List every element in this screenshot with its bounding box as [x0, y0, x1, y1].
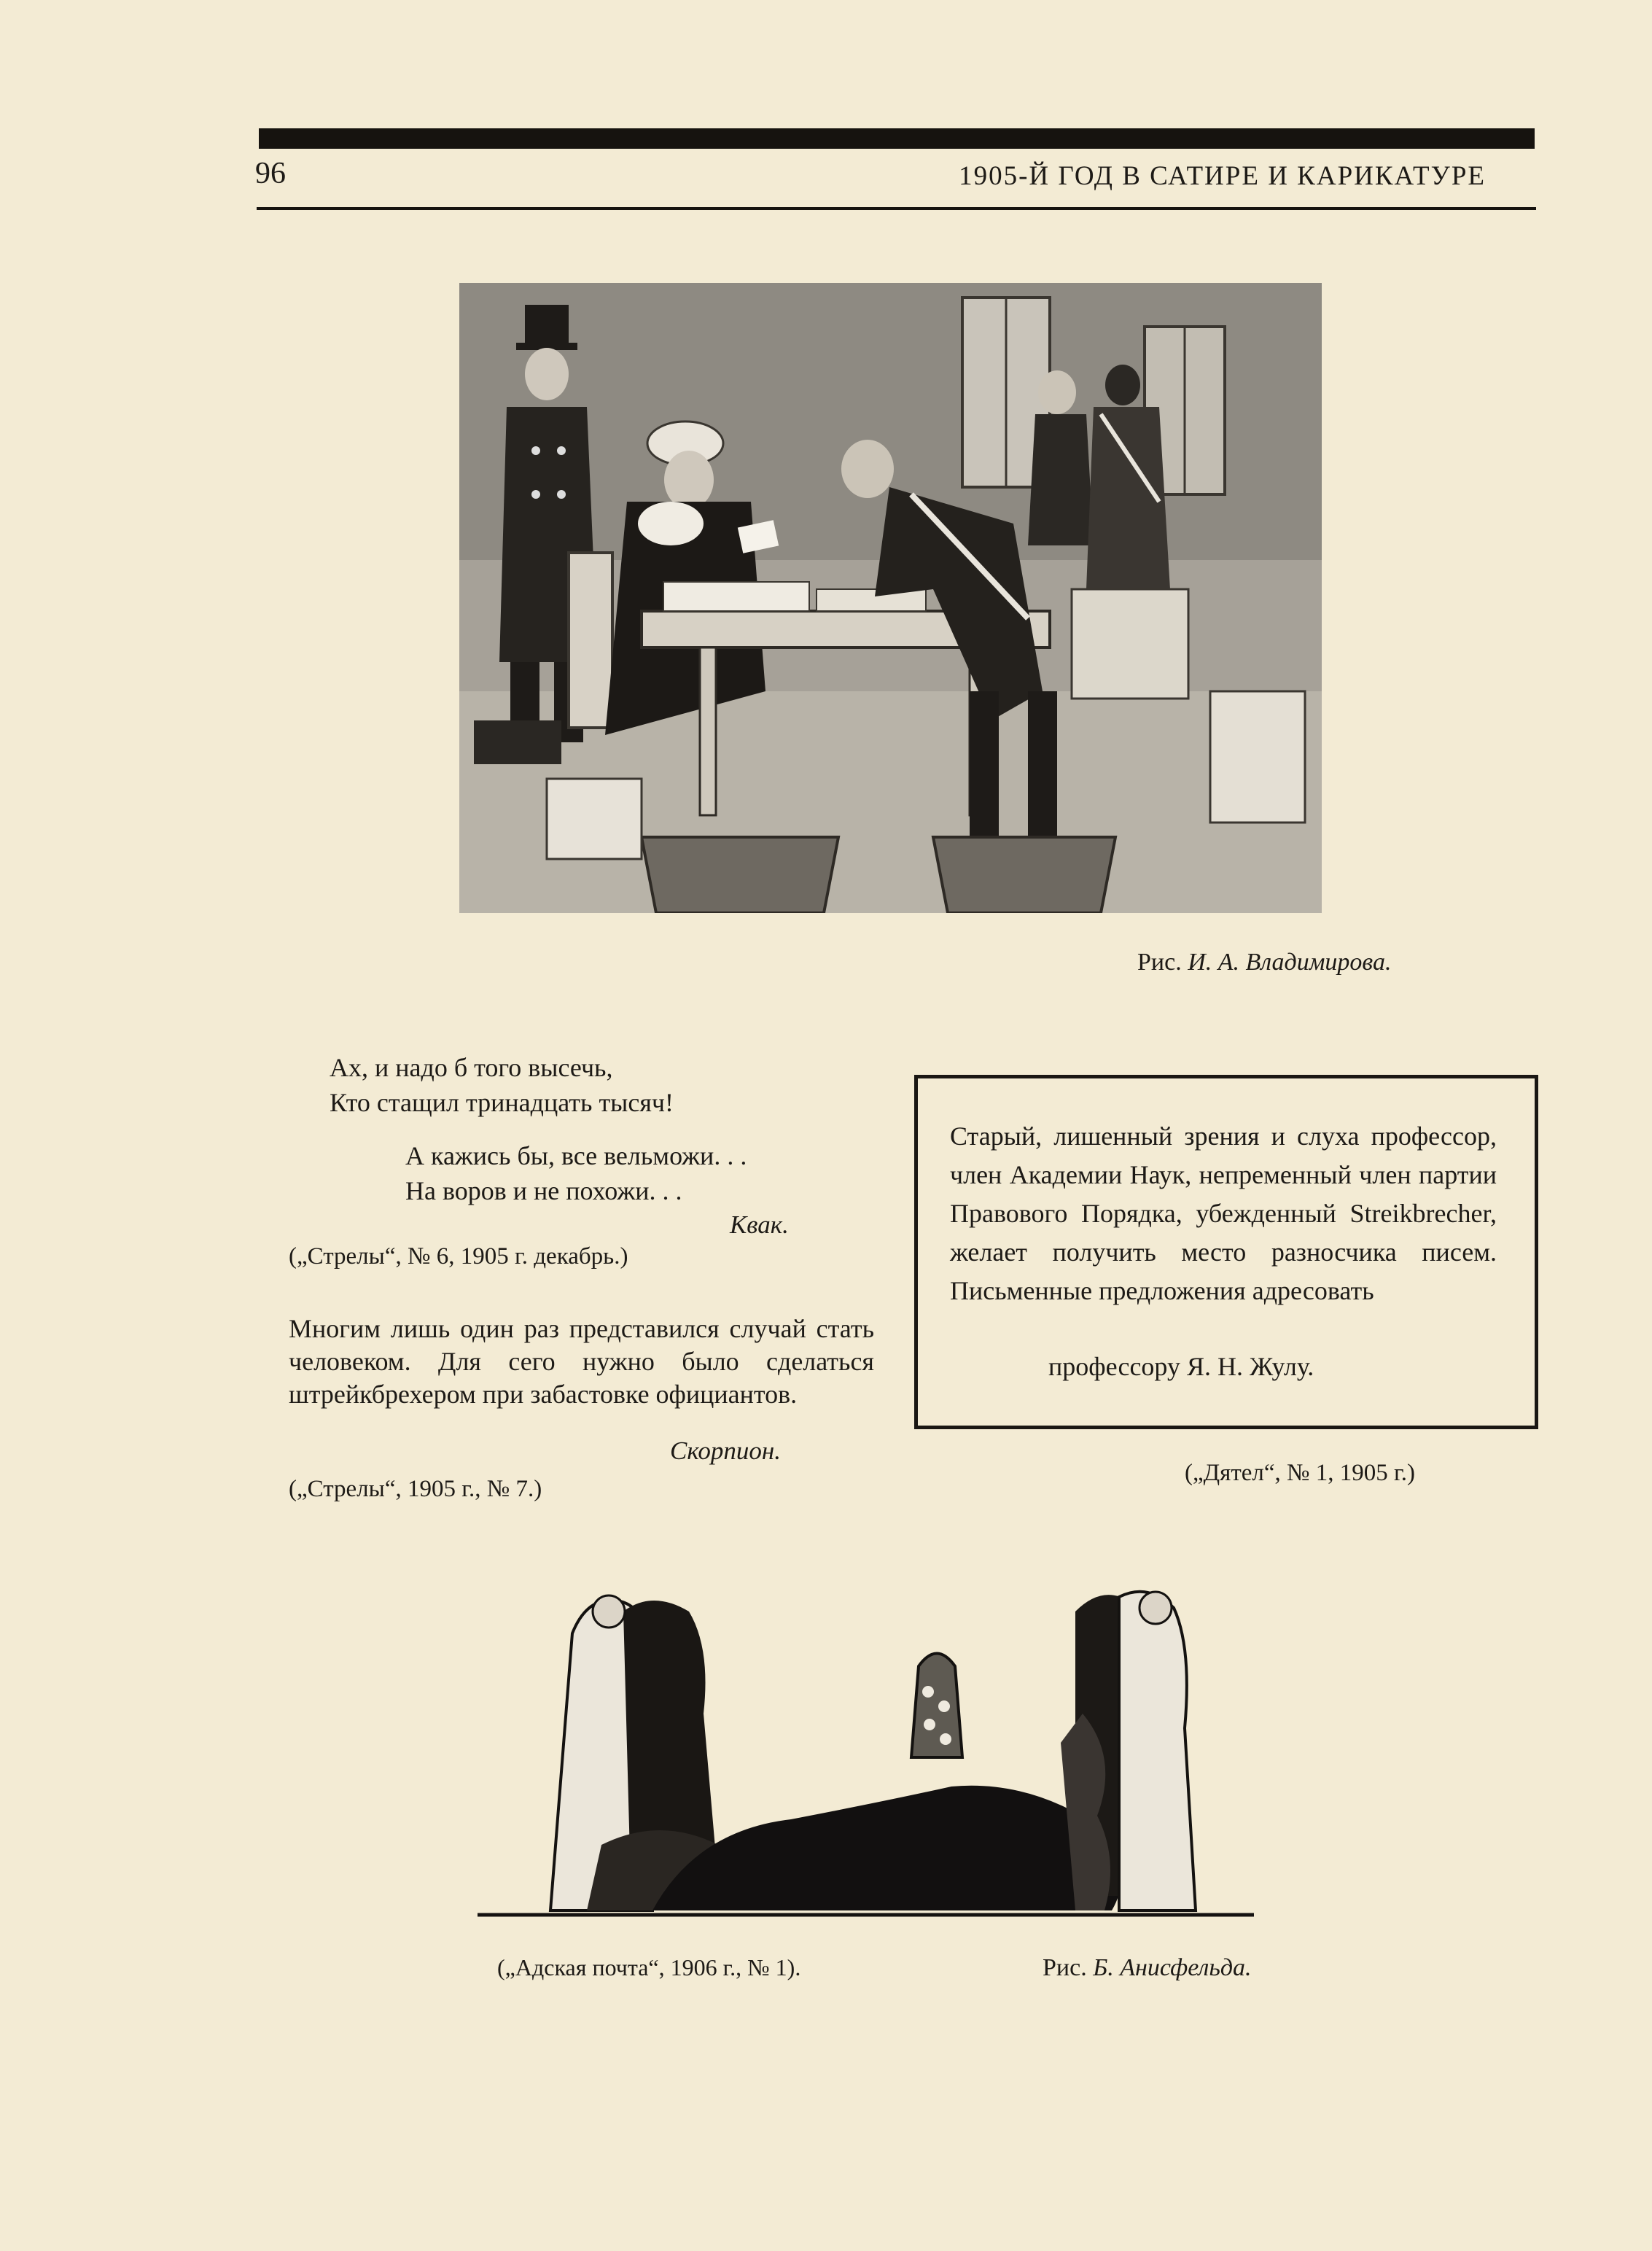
- poem-signature: Квак.: [730, 1210, 789, 1239]
- paragraph-source: („Стрелы“, 1905 г., № 7.): [289, 1476, 542, 1502]
- poem: [330, 1050, 747, 1208]
- advert-addressee: профессору Я. Н. Жулу.: [1048, 1352, 1314, 1381]
- header-bar: [259, 128, 1535, 149]
- mourners-illustration: [478, 1568, 1254, 1918]
- post-office-illustration: [459, 283, 1322, 913]
- page-number: 96: [255, 157, 286, 190]
- poem-source: („Стрелы“, № 6, 1905 г. декабрь.): [289, 1243, 628, 1270]
- illustrator-name: И. А. Владимирова.: [1188, 949, 1392, 976]
- bottom-figure-source: („Адская почта“, 1906 г., № 1).: [497, 1954, 801, 1980]
- paragraph-signature: Скорпион.: [670, 1436, 781, 1465]
- poem-line: Ах, и надо б того высечь,: [330, 1053, 613, 1082]
- satire-paragraph: Многим лишь один раз представился случай стать человеком. Для сего нужно было сделаться штрейкбрехером при забастовке официантов.: [289, 1314, 874, 1409]
- header-rule: [257, 207, 1536, 210]
- poem-line: А кажись бы, все вельможи. . .: [405, 1141, 747, 1170]
- illustrator-name: Б. Анисфельда.: [1093, 1954, 1252, 1981]
- poem-line: На воров и не похожи. . .: [405, 1176, 682, 1205]
- poem-line: Кто стащил тринадцать тысяч!: [330, 1088, 674, 1117]
- advert-source: („Дятел“, № 1, 1905 г.): [1185, 1460, 1416, 1486]
- bottom-figure-caption: [1043, 1954, 1252, 1982]
- caption-prefix: Рис.: [1137, 949, 1182, 976]
- running-title: 1905-Й ГОД В САТИРЕ И КАРИКАТУРЕ: [959, 161, 1486, 191]
- top-figure-caption: [1137, 949, 1391, 976]
- advert-text: Старый, лишенный зрения и слуха профессор, член Академии Наук, непременный член партии Правового Порядка, убежденный Streikbrecher, желает получить место разносчика писем. Письменные предложения адресовать: [950, 1121, 1497, 1305]
- caption-prefix: Рис.: [1043, 1954, 1087, 1981]
